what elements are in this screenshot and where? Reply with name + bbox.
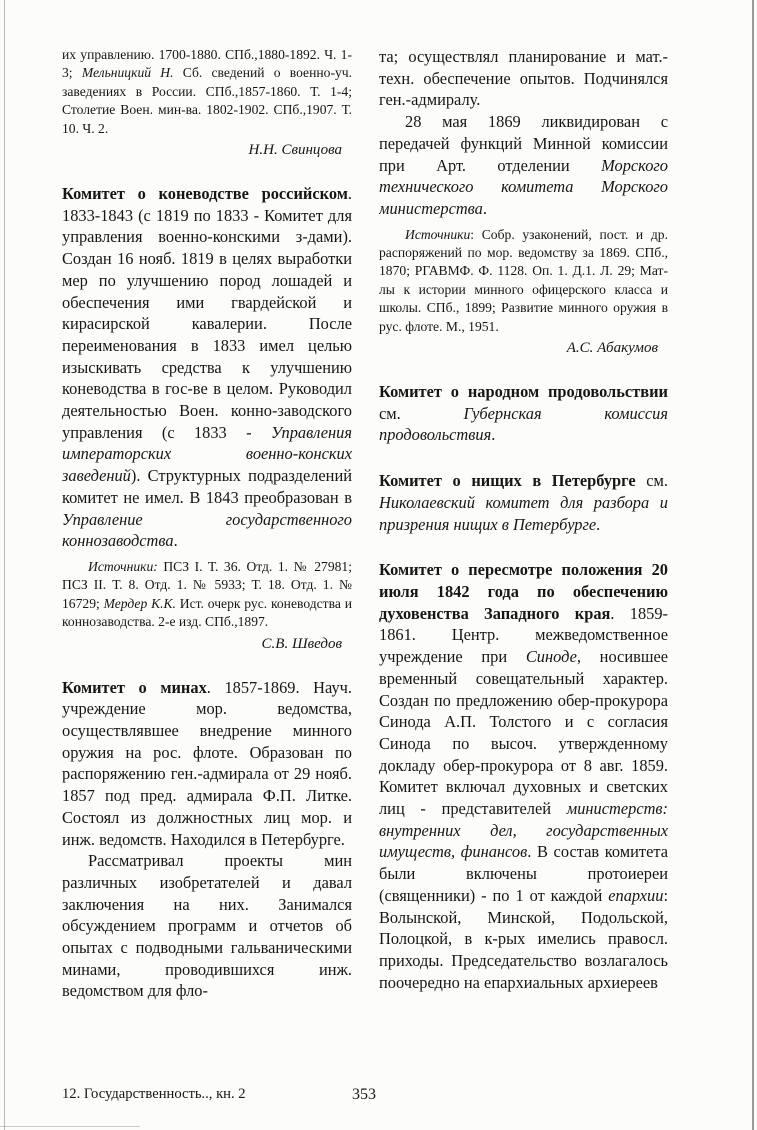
sources-minah [379,226,668,336]
text-run: министерств: внутренних дел, государственных имуществ, финансов [379,799,668,862]
text-run: . [482,198,487,218]
text-run: : Собр. узаконений, пост. и др. распоряжений по мор. ведомству за 1869. СПб., 1870; РГАВМФ. Ф. 1128. Оп. 1. Д.1. Л. 29; Мат-лы к истории минного офицерского класса и школы. СПб., 1899; Развитие минного оружия в рус. флоте. М., 1951. [379,226,668,334]
text-run: . 1857-1869. Науч. учреждение мор. ведомства, осуществлявшее внедрение минного оружия на рос. флоте. Образован по распоряжению ген.-адмирала от 29 нояб. 1857 под пред. адмирала Ф.П. Литке. Состоял из должностных лиц мор. и инж. ведомств. Находился в Петербурге. [62,677,352,849]
left-column [62,46,352,1080]
text-run: их управлению. 1700-1880. СПб.,1880-1892. Ч. 1-3; [62,47,352,81]
text-run: Комитет о народном продовольствии [379,382,668,402]
sources-konevodstvo [62,558,352,632]
text-run: см. [635,471,668,491]
text-run: Сб. сведений о военно-уч. заведениях в России. СПб.,1857-1860. Т. 1-4; Столетие Воен. мин-ва. 1802-1902. СПб.,1907. Т. 10. Ч. 2. [62,65,352,136]
scan-edge-bottom [0,1126,140,1127]
author-signature-abakumov: А.С. Абакумов [566,340,658,357]
entry-nishchih [379,470,668,535]
text-run: ). Структурных подразделений комитет не имел. В 1843 преобразован в [62,466,352,507]
text-run: . [596,514,601,534]
text-run: . 1859-1861. Центр. межведомственное учреждение при [379,603,668,667]
text-run: Морского технического комитета Морского министерства [379,155,668,218]
text-run: Источники [405,226,471,242]
text-run: Комитет о коневодстве российском [62,184,348,204]
page-footer [62,1086,702,1110]
text-run: . [491,425,496,445]
text-run: Управления императорских военно-конских заведений [62,422,352,486]
entry-peresmotr [379,559,668,993]
text-run: епархии [608,885,664,905]
entry-minah-continuation [379,46,668,111]
text-run: Управление государственного коннозаводства [62,509,352,551]
right-column [379,46,668,1080]
text-run: Губернская комиссия продовольствия [379,403,668,445]
footer-book-signature: 12. Государственность.., кн. 2 [62,1086,246,1102]
entry-konevodstvo [62,183,352,552]
text-run: Мельницкий Н. [81,65,174,81]
text-run: . 1833-1843 (с 1819 по 1833 - Комитет для управления военно-конскими з-дами). Создан 16 нояб. 1819 в целях выработки мер по улучшению пород лошадей и обеспечения ими гвардейской и кирасирской кавалерии. После переименования в 1833 имел целью изыскивать средства к улучшению коневодства в гос-ве в целом. Руководил деятельностью Воен. конно-заводского управления (с 1833 - [62,184,352,442]
text-run: Синоде [525,647,577,667]
text-run: ПСЗ I. Т. 36. Отд. 1. № 27981; ПСЗ II. Т. 8. Отд. 1. № 5933; Т. 18. Отд. 1. № 16729; [62,558,352,611]
text-run: Источники: [88,558,158,574]
text-run: Николаевский комитет для разбора и призрения нищих в Петербурге [379,492,668,534]
scan-edge-right [752,0,754,1130]
text-run: Рассматривал проекты мин различных изобретателей и давал заключения на них. Занимался обсуждением программ и отчетов об опытах с подводными гальваническими минами, проводившихся инж. ведомством для фло- [62,851,352,1001]
text-run: . [173,531,178,551]
text-run: . В состав комитета были включены протоиереи (священники) - по 1 от каждой [379,842,668,905]
text-run: Комитет о пересмотре положения 20 июля 1842 года по обеспечению духовенства Западного края [379,560,668,623]
text-run: та; осуществлял планирование и мат.-техн. обеспечение опытов. Подчинялся ген.-адмиралу. [379,47,668,110]
scan-edge-left [4,0,5,1130]
page-number: 353 [352,1086,376,1103]
text-run: 28 мая 1869 ликвидирован с передачей функций Минной комиссии при Арт. отделении [379,112,668,175]
bibliography-continuation [62,46,352,138]
text-run: Комитет о минах [62,677,207,697]
author-signature-svintsova: Н.Н. Свинцова [248,142,342,159]
text-run: , носившее временный совещательный характер. Создан по предложению обер-прокурора Синода А.П. Толстого и с согласия Синода по высоч. утвержденному докладу обер-прокурора от 8 авг. 1859. Комитет включал духовных и светских лиц - представителей [379,647,668,819]
entry-minah [62,677,352,851]
entry-minah-paragraph-2 [62,850,352,1002]
text-run: Мердер К.К. [103,595,176,611]
text-run: : Волынской, Минской, Подольской, Полоцкой, в к-рых имелись правосл. приходы. Председательство возлагалось поочередно на епархиальных архиереев [379,885,668,992]
author-signature-shvedov: С.В. Шведов [261,635,342,652]
text-run: Ист. очерк рус. коневодства и коннозаводства. 2-е изд. СПб.,1897. [62,595,352,630]
text-run: Комитет о нищих в Петербурге [379,471,636,491]
entry-prodovolstvie [379,381,668,446]
text-run: см. [379,403,464,423]
entry-minah-paragraph-3 [379,111,668,220]
